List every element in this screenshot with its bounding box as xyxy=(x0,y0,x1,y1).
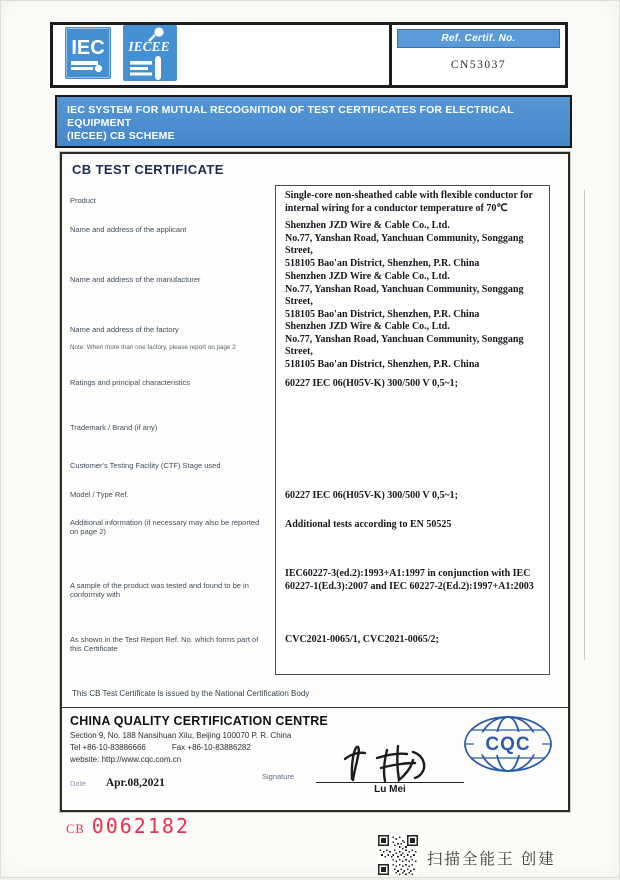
field-label: Customer's Testing Facility (CTF) Stage used xyxy=(70,461,221,470)
field-value-line: 60227 IEC 06(H05V-K) 300/500 V 0,5~1; xyxy=(285,490,458,501)
ncb-name: CHINA QUALITY CERTIFICATION CENTRE xyxy=(70,714,328,728)
issued-by-statement: This CB Test Certificate is issued by the National Certification Body xyxy=(72,689,310,698)
field-value-line: 518105 Bao'an District, Shenzhen, P.R. China xyxy=(285,358,480,370)
scanner-watermark xyxy=(378,835,556,880)
field-note: Note: When more than one factory, please report on page 2 xyxy=(70,344,236,351)
scan-edge-artifact xyxy=(584,190,585,660)
scheme-banner-line2: (IECEE) CB SCHEME xyxy=(67,130,175,142)
signature-block xyxy=(262,742,470,795)
ncb-fax: Fax +86-10-83886282 xyxy=(171,743,251,752)
field-row-ratings xyxy=(70,372,560,417)
field-label: Name and address of the manufacturer xyxy=(70,275,201,284)
svg-text:IEC: IEC xyxy=(71,36,105,59)
field-value-line: No.77, Yanshan Road, Yanchuan Community, Songgang Street, xyxy=(285,232,524,256)
signatory-name: Lu Mei xyxy=(374,784,406,795)
iecee-logo-icon xyxy=(123,25,177,86)
field-label: Name and address of the factory xyxy=(70,325,179,334)
field-label: Name and address of the applicant xyxy=(70,225,187,234)
cqc-logo-text: CQC xyxy=(485,734,531,755)
certificate-body xyxy=(60,152,570,812)
handwritten-signature-icon xyxy=(335,742,445,784)
field-value-line: No.77, Yanshan Road, Yanchuan Community, Songgang Street, xyxy=(285,333,524,357)
signature-label: Signature xyxy=(262,772,295,781)
certificate-title: CB TEST CERTIFICATE xyxy=(72,162,224,177)
field-value-line: 518105 Bao'an District, Shenzhen, P.R. China xyxy=(285,308,480,320)
field-label: Additional information (if necessary may also be reported on page 2) xyxy=(70,518,260,536)
field-row-model-type xyxy=(70,484,560,513)
field-value-line: Additional tests according to EN 50525 xyxy=(285,519,452,530)
ncb-address: Section 9, No. 188 Nansihuan Xilu, Beijing 100070 P. R. China xyxy=(70,731,292,740)
field-value-line: internal wiring for a conductor temperature of 70℃ xyxy=(285,202,508,214)
field-value-line: 518105 Bao'an District, Shenzhen, P.R. China xyxy=(285,257,480,269)
date-label: Date xyxy=(70,779,86,788)
date-value: Apr.08,2021 xyxy=(105,777,165,789)
ncb-website: website: http://www.cqc.com.cn xyxy=(70,755,182,764)
logo-group xyxy=(53,25,389,85)
field-row-test-report xyxy=(70,628,560,675)
signature-line xyxy=(316,782,464,783)
field-label: As shown in the Test Report Ref. No. which forms part of this Certificate xyxy=(70,635,259,653)
cb-serial-stamp xyxy=(66,814,190,838)
scanner-watermark-text: 扫描全能王 创建 xyxy=(427,850,556,868)
footer-divider xyxy=(62,707,568,708)
field-value-line: Single-core non-sheathed cable with flexible conductor for xyxy=(285,190,533,201)
ref-certif-box xyxy=(389,25,565,85)
field-row-product xyxy=(70,185,560,215)
stamp-number: 0062182 xyxy=(91,814,190,838)
field-label: Product xyxy=(70,196,96,205)
field-value-line: Shenzhen JZD Wire & Cable Co., Ltd. xyxy=(285,220,450,231)
field-row-factory xyxy=(70,315,560,372)
stamp-prefix: CB xyxy=(66,822,85,836)
field-value-line: No.77, Yanshan Road, Yanchuan Community, Songgang Street, xyxy=(285,283,524,307)
scheme-banner-line1: IEC SYSTEM FOR MUTUAL RECOGNITION OF TEST CERTIFICATES FOR ELECTRICAL EQUIPMENT xyxy=(67,104,514,129)
field-value-line: 60227 IEC 06(H05V-K) 300/500 V 0,5~1; xyxy=(285,378,458,389)
ncb-footer xyxy=(70,714,560,818)
field-label: A sample of the product was tested and found to be in conformity with xyxy=(70,581,249,599)
field-row-manufacturer xyxy=(70,265,560,320)
field-label: Trademark / Brand (if any) xyxy=(70,423,158,432)
field-value-line: Shenzhen JZD Wire & Cable Co., Ltd. xyxy=(285,271,450,282)
field-row-applicant xyxy=(70,215,560,269)
field-row-additional-info xyxy=(70,513,560,562)
field-value-line: Shenzhen JZD Wire & Cable Co., Ltd. xyxy=(285,321,450,332)
iec-logo-icon xyxy=(65,27,111,84)
certificate-fields xyxy=(70,185,560,675)
field-value-line: CVC2021-0065/1, CVC2021-0065/2; xyxy=(285,634,439,645)
field-row-ctf-stage xyxy=(70,455,560,484)
ref-certif-number: CN53037 xyxy=(450,58,507,71)
certificate-header xyxy=(50,22,568,88)
field-row-conformity xyxy=(70,562,560,628)
qr-code-icon xyxy=(378,835,418,880)
field-label: Model / Type Ref. xyxy=(70,490,129,499)
ncb-tel: Tel +86-10-83886666 xyxy=(70,743,146,752)
ref-certif-label: Ref. Certif. No. xyxy=(397,29,560,48)
field-row-trademark xyxy=(70,417,560,455)
scheme-banner xyxy=(55,95,572,148)
svg-text:IECEE: IECEE xyxy=(128,38,170,54)
field-label: Ratings and principal characteristics xyxy=(70,378,191,387)
field-value-line: 60227-1(Ed.3):2007 and IEC 60227-2(Ed.2):1997+A1:2003 xyxy=(285,580,534,592)
field-value-line: IEC60227-3(ed.2):1993+A1:1997 in conjunction with IEC xyxy=(285,568,531,579)
cqc-logo-icon xyxy=(462,714,554,781)
